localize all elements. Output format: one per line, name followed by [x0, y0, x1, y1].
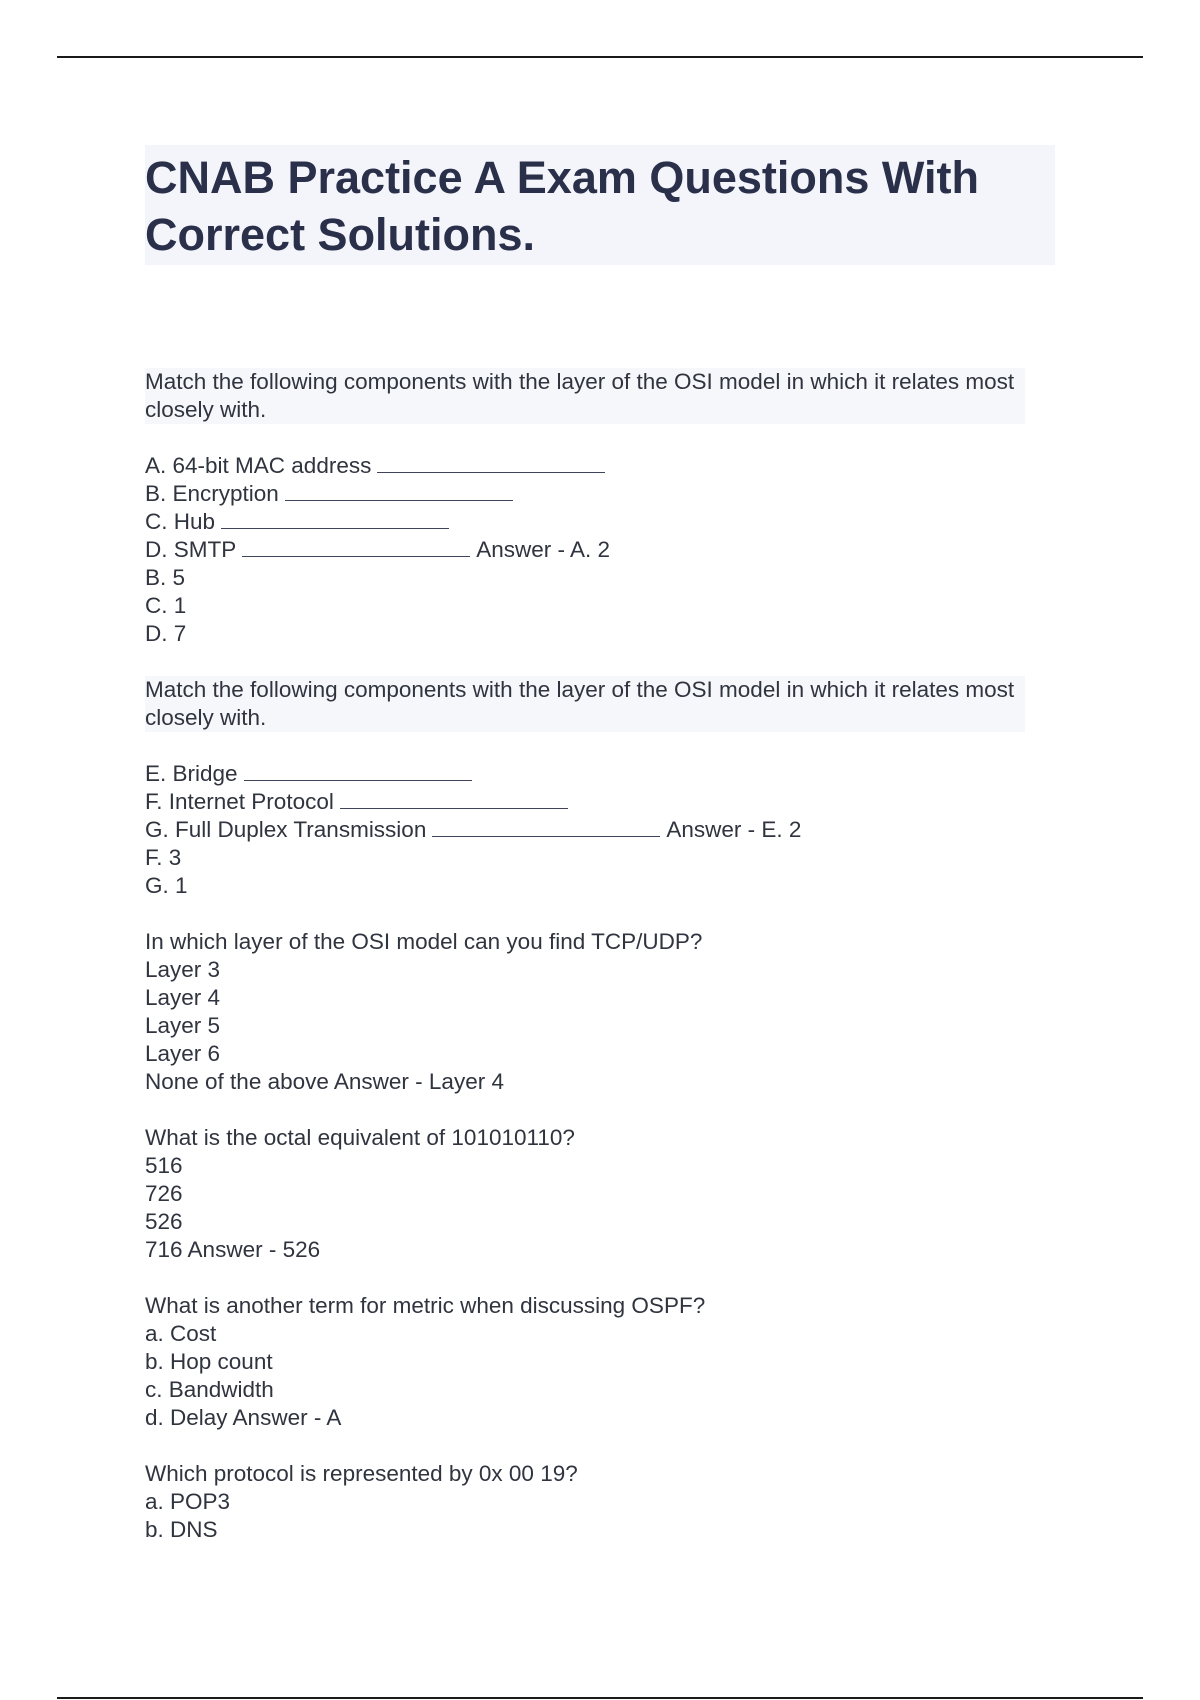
answer-blank: [221, 508, 449, 529]
list-item: 526: [145, 1209, 183, 1234]
question-prompt: Match the following components with the layer of the OSI model in which it relates most closely with.: [145, 676, 1025, 732]
list-item: b. DNS: [145, 1517, 218, 1542]
list-item: Layer 3: [145, 957, 221, 982]
question-block-4: [145, 1124, 1055, 1264]
list-item: D. SMTP Answer - A. 2: [145, 537, 611, 562]
answer-blank: [377, 452, 605, 473]
list-item: None of the above Answer - Layer 4: [145, 1069, 504, 1094]
list-item: A. 64-bit MAC address: [145, 452, 1055, 480]
question-block-2: [145, 676, 1055, 900]
list-item: a. POP3: [145, 1489, 231, 1514]
list-item: Layer 4: [145, 985, 221, 1010]
list-item: a. Cost: [145, 1321, 217, 1346]
question-block-6: [145, 1460, 1055, 1544]
document-title: CNAB Practice A Exam Questions With Correct Solutions.: [145, 152, 979, 260]
question-block-3: [145, 928, 1055, 1096]
list-item: C. Hub: [145, 508, 1055, 536]
question-prompt: In which layer of the OSI model can you find TCP/UDP?: [145, 929, 703, 954]
question-prompt: What is another term for metric when discussing OSPF?: [145, 1293, 706, 1318]
document-body: [145, 368, 1055, 1572]
list-item: D. 7: [145, 621, 187, 646]
list-item: Layer 5: [145, 1013, 221, 1038]
title-box: [145, 145, 1055, 265]
answer-blank: [244, 760, 472, 781]
answer-blank: [340, 788, 568, 809]
bottom-rule: [57, 1697, 1143, 1699]
list-item: 516: [145, 1153, 183, 1178]
question-prompt: Which protocol is represented by 0x 00 19?: [145, 1461, 578, 1486]
list-item: 716 Answer - 526: [145, 1237, 321, 1262]
answer-text: Answer - A. 2: [476, 537, 611, 562]
top-rule: [57, 56, 1143, 58]
list-item: F. Internet Protocol: [145, 788, 1055, 816]
list-item: G. Full Duplex Transmission Answer - E. 2: [145, 817, 802, 842]
list-item: B. 5: [145, 565, 186, 590]
question-block-5: [145, 1292, 1055, 1432]
list-item: G. 1: [145, 873, 188, 898]
question-prompt: What is the octal equivalent of 101010110?: [145, 1125, 575, 1150]
answer-blank: [285, 480, 513, 501]
list-item: b. Hop count: [145, 1349, 273, 1374]
answer-blank: [242, 536, 470, 557]
list-item: B. Encryption: [145, 480, 1055, 508]
list-item: Layer 6: [145, 1041, 221, 1066]
answer-text: Answer - E. 2: [666, 817, 802, 842]
list-item: E. Bridge: [145, 760, 1055, 788]
list-item: d. Delay Answer - A: [145, 1405, 342, 1430]
question-block-1: [145, 368, 1055, 648]
answer-blank: [432, 816, 660, 837]
list-item: F. 3: [145, 845, 182, 870]
question-prompt: Match the following components with the layer of the OSI model in which it relates most closely with.: [145, 368, 1025, 424]
list-item: 726: [145, 1181, 183, 1206]
list-item: c. Bandwidth: [145, 1377, 274, 1402]
list-item: C. 1: [145, 593, 187, 618]
